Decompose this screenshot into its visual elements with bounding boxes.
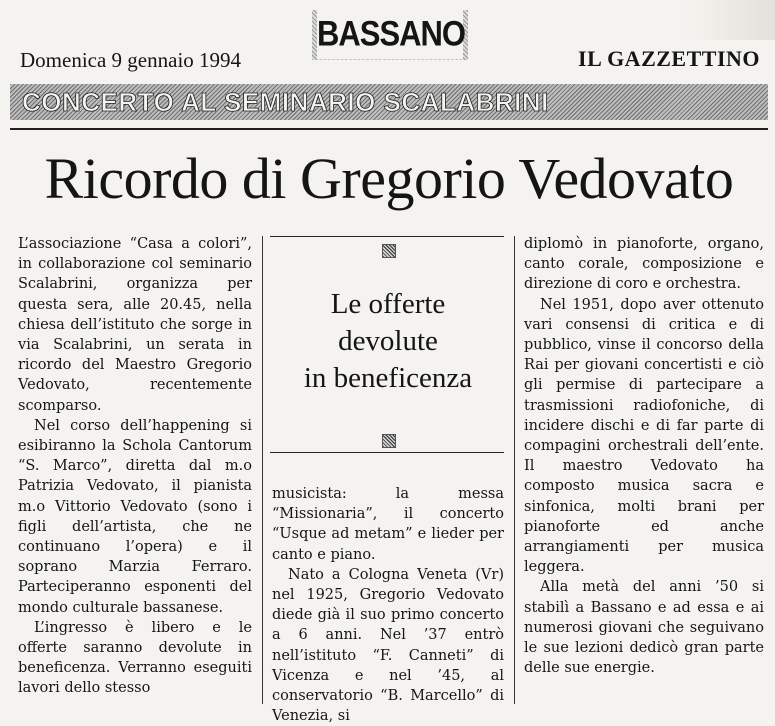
newspaper-name: IL GAZZETTINO: [578, 46, 760, 71]
paragraph: Nel 1951, dopo aver ottenuto vari consensi di critica e di pubblico, vinse il concorso della Rai per giovani concertisti e ciò gli permise di partecipare a trasmissioni radiofoniche, di incidere dischi e di far parte di compagini orchestrali dell’ente. Il maestro Vedovato ha composto musica sacra e sinfonica, molti brani per pianoforte ed anche arrangiamenti per musica leggera.: [524, 296, 764, 576]
paper-smudge: [685, 0, 775, 40]
ornament-square: [382, 244, 396, 258]
ornament-square: [382, 434, 396, 448]
column-divider: [262, 236, 263, 704]
article-column-3: [524, 234, 764, 678]
pullout-subheadline: [272, 286, 504, 397]
divider-rule: [10, 128, 768, 130]
subheadline-line: Le offerte: [330, 288, 446, 320]
paragraph: Alla metà del anni ’50 si stabilì a Bassano e ad essa e ai numerosi giovani che seguivano le sue lezioni dedicò gran parte delle sue energie.: [524, 579, 764, 677]
column-divider: [514, 236, 515, 704]
issue-date: Domenica 9 gennaio 1994: [20, 48, 242, 72]
pullout-bottom-rule: [270, 452, 504, 453]
subheadline-line: in beneficenza: [303, 362, 473, 394]
article-headline: Ricordo di Gregorio Vedovato: [44, 146, 734, 211]
paragraph: L’ingresso è libero e le offerte saranno devolute in beneficenza. Verranno eseguiti lavori dello stesso: [18, 619, 252, 697]
article-column-2: [272, 484, 504, 726]
subheadline-line: devolute: [338, 325, 438, 357]
section-name: BASSANO: [317, 9, 463, 60]
paragraph: musicista: la messa “Missionaria”, il concerto “Usque ad metam” e lieder per canto e piano.: [272, 486, 504, 563]
paragraph: diplomò in pianoforte, organo, canto corale, composizione e direzione di coro e orchestra.: [524, 236, 764, 293]
pullout-top-rule: [270, 236, 504, 237]
paragraph: L’associazione “Casa a colori”, in collaborazione col seminario Scalabrini, organizza per questa sera, alle 20.45, nella chiesa dell’istituto che sorge in via Scalabrini, un serata in ricordo del Maestro Gregorio Vedovato, recentemente scomparso.: [18, 236, 252, 414]
paragraph: Nel corso dell’happening si esibiranno la Schola Cantorum “S. Marco”, diretta dal m.o Patrizia Vedovato, il pianista m.o Vittorio Vedovato (sono i figli dell’artista, che ne continuano l’opera) e il soprano Marzia Ferraro. Parteciperanno esponenti del mondo culturale bassanese.: [18, 417, 252, 616]
article-kicker: CONCERTO AL SEMINARIO SCALABRINI: [22, 87, 549, 117]
paragraph: Nato a Cologna Veneta (Vr) nel 1925, Gregorio Vedovato diede già il suo primo concerto a 6 anni. Nel ’37 entrò nell’istituto “F. Canneti” di Vicenza e nel ’45, al conservatorio “B. Marcello” di Venezia, si: [272, 566, 504, 725]
article-column-1: [18, 234, 252, 699]
